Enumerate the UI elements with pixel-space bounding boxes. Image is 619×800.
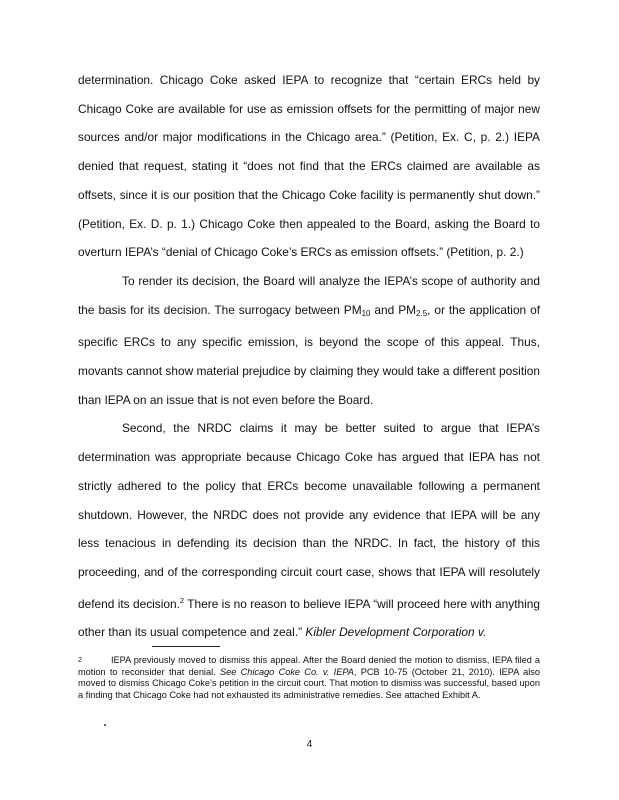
pm25-subscript: 2.5 <box>416 308 428 318</box>
footnote-text: IEPA previously moved to dismiss this appeal. After the Board denied the motion to dismiss, IEPA filed a motion to reconsider that denial. See Chicago Coke Co. v. IEPA, PCB 10-75 (October 21, 2010). IEPA also moved to dismiss Chicago Coke’s petition in the circuit court. That motion to dismiss was successful, based upon a finding that Chicago Coke had not exhausted its administrative remedies. See attached Exhibit A. <box>78 655 541 700</box>
page-number: 4 <box>306 739 313 750</box>
footnote-separator <box>152 646 220 647</box>
footnote-number: 2 <box>78 657 82 664</box>
footnote-case-citation: See Chicago Coke Co. v. IEPA <box>219 666 354 677</box>
paragraph-2: To render its decision, the Board will analyze the IEPA’s scope of authority and the basis for its decision. The surrogacy between $PM_{10}$ and $PM_{2.5}$, or the application of specific ERCs to any specific emission, is beyond the scope of this appeal. Thus, movants cannot show material prejudice by claiming they would take a different position than IEPA on an issue that is not even before the Board. <box>78 273 541 407</box>
pm10-subscript: 10 <box>361 308 371 318</box>
scan-speck <box>104 724 106 726</box>
paragraph-3: Second, the NRDC claims it may be better suited to argue that IEPA’s determination was appropriate because Chicago Coke has argued that IEPA has not strictly adhered to the policy that ERCs become unavailable following a permanent shutdown. However, the NRDC does not provide any evidence that IEPA will be any less tenacious in defending its decision than the NRDC. In fact, the history of this proceeding, and of the corresponding circuit court case, shows that IEPA will resolutely defend its decision.$^2$ There is no reason to believe IEPA “will proceed here with anything other than its usual competence and zeal.” Kibler Development Corporation v. <box>78 421 540 640</box>
footnote-2 <box>78 655 540 701</box>
paragraph-1: determination. Chicago Coke asked IEPA to recognize that “certain ERCs held by Chicago Coke are available for use as emission offsets for the permitting of major new sources and/or major modifications in the Chicago area.” (Petition, Ex. C, p. 2.) IEPA denied that request, stating it “does not find that the ERCs claimed are available as offsets, since it is our position that the Chicago Coke facility is permanently shut down.” (Petition, Ex. D. p. 1.) Chicago Coke then appealed to the Board, asking the Board to overturn IEPA’s “denial of Chicago Coke’s ERCs as emission offsets.” (Petition, p. 2.) <box>78 73 540 260</box>
case-citation: Kibler Development Corporation v. <box>305 625 487 640</box>
footnote-reference[interactable]: 2 <box>179 595 185 605</box>
body-text <box>78 66 540 647</box>
